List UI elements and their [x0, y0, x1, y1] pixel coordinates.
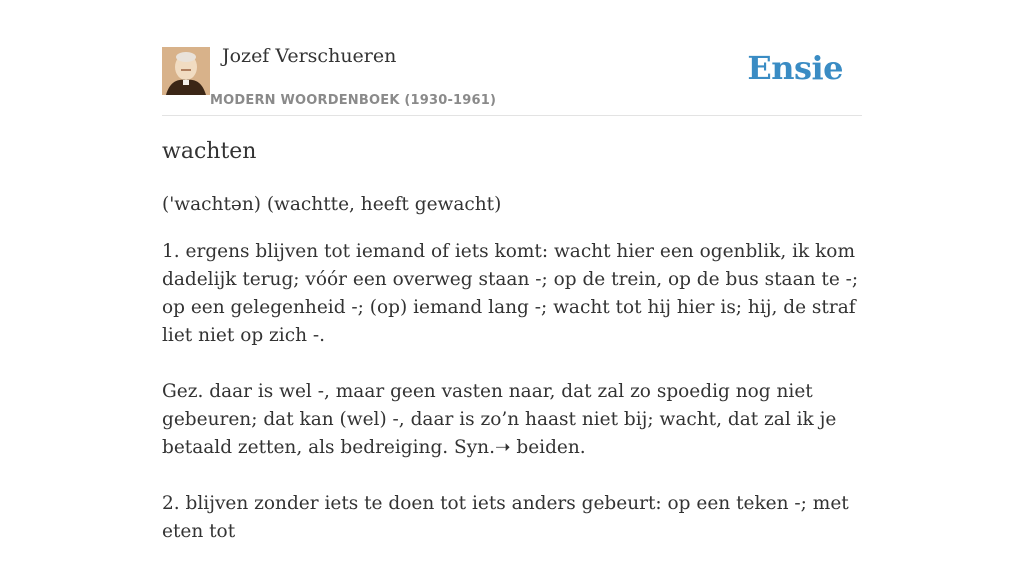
brand-logo[interactable]: Ensie: [747, 49, 843, 87]
expressions: [162, 378, 862, 462]
portrait-photo-icon: [162, 47, 210, 95]
entry-title: wachten: [162, 139, 257, 164]
page-container: [162, 0, 862, 542]
source-label[interactable]: MODERN WOORDENBOEK (1930-1961): [210, 93, 497, 108]
author-name[interactable]: Jozef Verschueren: [222, 45, 397, 67]
pronunciation: ('wachtən) (wachtte, heeft gewacht): [162, 194, 502, 215]
definition-1: 1. ergens blijven tot iemand of iets komt: wacht hier een ogenblik, ik kom dadelijk terug; vóór een overweg staan -; op de trein, op de bus staan te -; op een gelegenheid -; (op) iemand lang -; wacht tot hij hier is; hij, de straf liet niet op zich -.: [162, 241, 859, 346]
entry-body: [162, 191, 862, 565]
definition-2: 2. blijven zonder iets te doen tot iets anders gebeurt: op een teken -; met eten tot: [162, 493, 849, 542]
synonym-link[interactable]: beiden.: [510, 437, 586, 458]
expressions-text: Gez. daar is wel -, maar geen vasten naar, dat zal zo spoedig nog niet gebeuren; dat kan (wel) -, daar is zo’n haast niet bij; wacht, dat zal ik je betaald zetten, als bedreiging. Syn.: [162, 381, 837, 458]
synonym-arrow-icon: ➝: [494, 437, 511, 458]
author-avatar[interactable]: [162, 47, 210, 95]
header: [162, 0, 862, 116]
